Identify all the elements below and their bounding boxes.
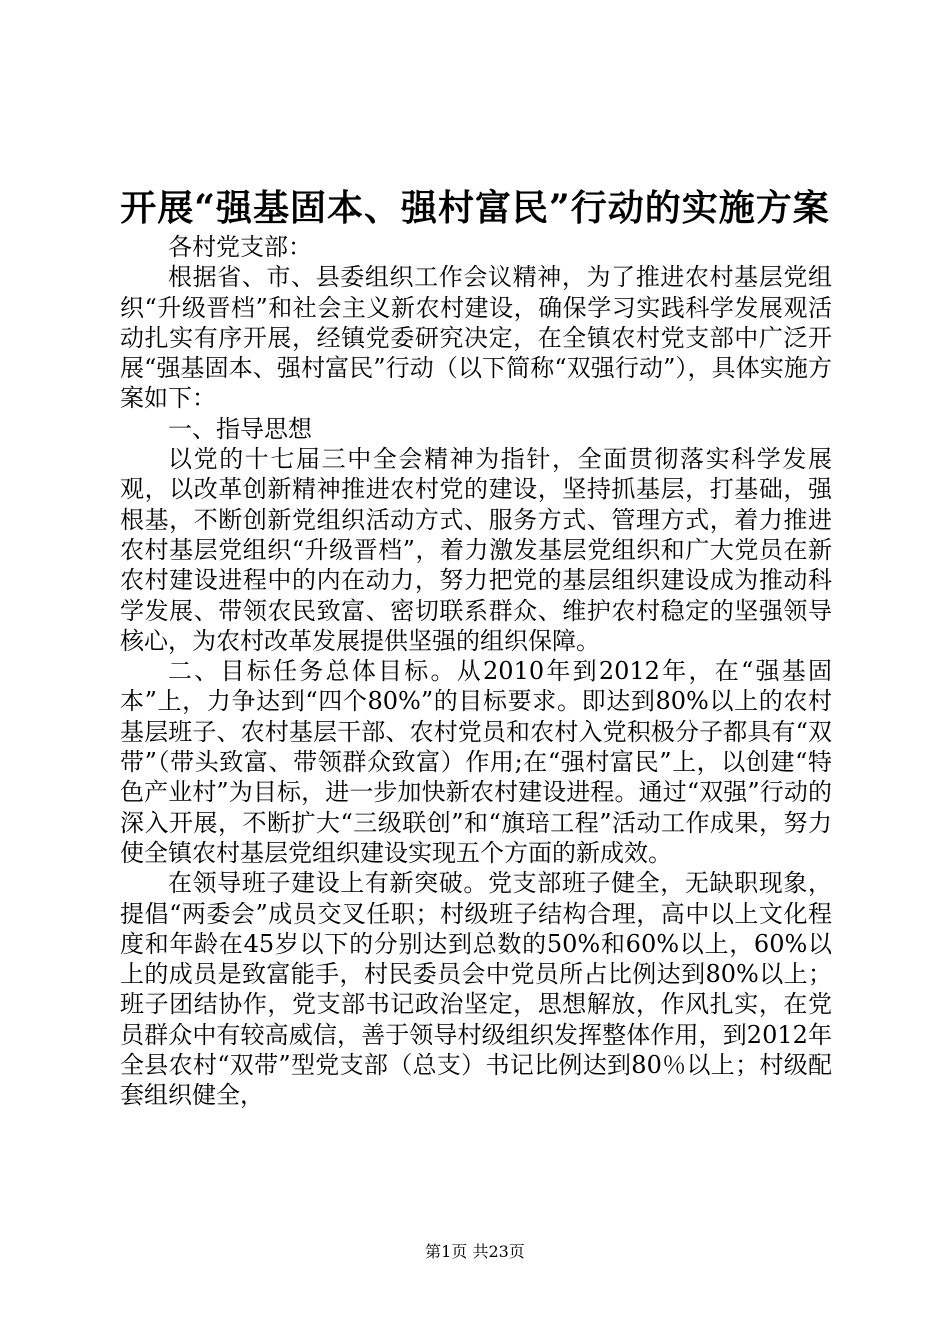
paragraph-guiding-ideology: 以党的十七届三中全会精神为指针，全面贯彻落实科学发展观，以改革创新精神推进农村党的建设，坚持抓基层，打基础，强根基，不断创新党组织活动方式、服务方式、管理方式，着力推进农村基层党组织“升级晋档”，着力激发基层党组织和广大党员在新农村建设进程中的内在动力，努力把党的基层组织建设成为推动科学发展、带领农民致富、密切联系群众、维护农村稳定的坚强领导核心，为农村改革发展提供坚强的组织保障。 [120, 445, 832, 655]
paragraph-goals: 二、目标任务总体目标。从2010年到2012年，在“强基固本”上，力争达到“四个80%”的目标要求。即达到80%以上的农村基层班子、农村基层干部、农村党员和农村入党积极分子都具有“双带”（带头致富、带领群众致富）作用;在“强村富民”上，以创建“特色产业村”为目标，进一步加快新农村建设进程。通过“双强”行动的深入开展，不断扩大“三级联创”和“旗琣工程”活动工作成果，努力使全镇农村基层党组织建设实现五个方面的新成效。 [120, 657, 832, 867]
document-body [120, 232, 832, 1111]
page-number: 第1页 共23页 [425, 1242, 525, 1261]
paragraph-intro: 根据省、市、县委组织工作会议精神，为了推进农村基层党组织“升级晋档”和社会主义新农村建设，确保学习实践科学发展观活动扎实有序开展，经镇党委研究决定，在全镇农村党支部中广泛开展“强基固本、强村富民”行动（以下简称“双强行动”），具体实施方案如下： [120, 263, 832, 413]
document-title: 开展“强基固本、强村富民”行动的实施方案 [120, 187, 830, 229]
section-heading-guiding-ideology: 一、指导思想 [168, 414, 312, 443]
paragraph-leadership: 在领导班子建设上有新突破。党支部班子健全，无缺职现象，提倡“两委会”成员交叉任职；村级班子结构合理，高中以上文化程度和年龄在45岁以下的分别达到总数的50%和60%以上，60%以上的成员是致富能手，村民委员会中党员所占比例达到80%以上；班子团结协作，党支部书记政治坚定，思想解放，作风扎实，在党员群众中有较高威信，善于领导村级组织发挥整体作用，到2012年全县农村“双带”型党支部（总支）书记比例达到80％以上；村级配套组织健全， [120, 869, 832, 1110]
paragraph-salutation: 各村党支部： [168, 233, 312, 261]
